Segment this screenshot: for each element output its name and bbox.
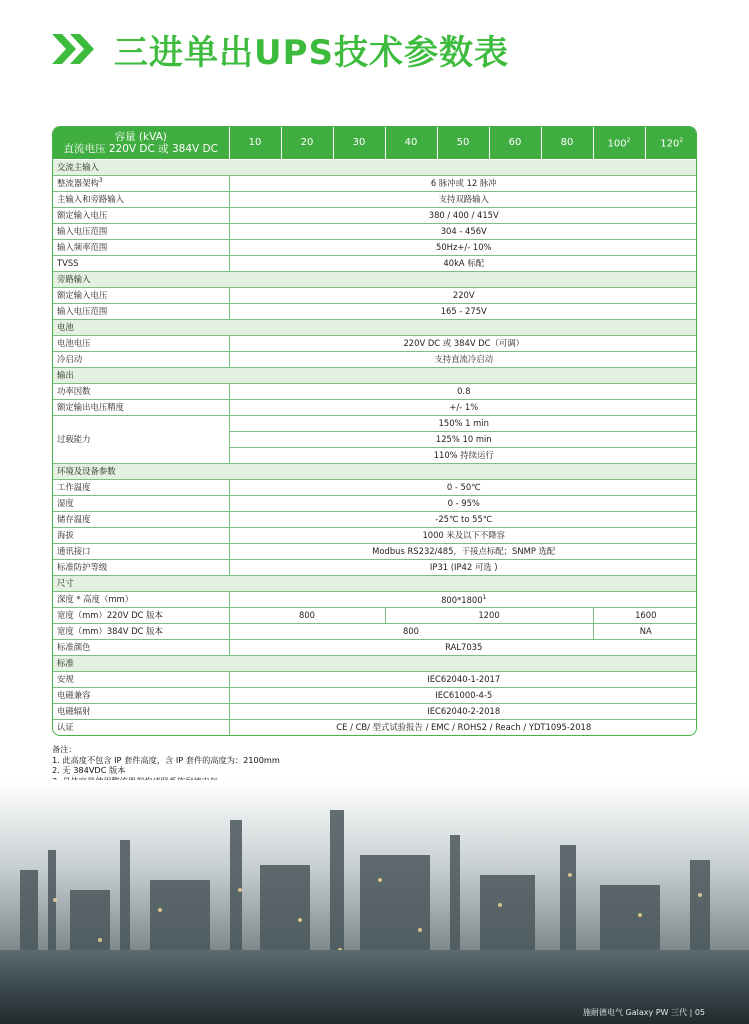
row-label: 储存温度 [53,511,229,527]
table-row [53,287,697,303]
table-row [53,303,697,319]
row-value: IEC61000-4-5 [229,687,697,703]
capacity-header-20: 20 [281,127,333,159]
capacity-header-60: 60 [489,127,541,159]
row-label: 整流器架构$^3$ [53,175,229,191]
row-value: 800 [229,623,593,639]
table-row [53,255,697,271]
footer-divider: | [689,1008,695,1017]
row-value: +/- 1% [229,399,697,415]
section-title: 尺寸 [53,575,697,591]
footer [583,1007,705,1018]
row-value: 1200 [385,607,593,623]
row-value: 800 [229,607,385,623]
table-row [53,335,697,351]
table-row [53,511,697,527]
table-row [53,351,697,367]
table-row [53,543,697,559]
row-value: NA [593,623,697,639]
table-body [53,159,697,735]
row-value: 304 - 456V [229,223,697,239]
row-value: IP31 (IP42 可选 ) [229,559,697,575]
row-label: 标准颜色 [53,639,229,655]
table-row [53,639,697,655]
capacity-header-100: $100^2$ [593,127,645,159]
row-label: 标准防护等级 [53,559,229,575]
row-label: 电池电压 [53,335,229,351]
dc-voltage-label: 直流电压 220V DC 或 384V DC [63,142,218,155]
row-value: 1000 米及以下不降容 [229,527,697,543]
row-value: 150% 1 min [229,415,697,431]
row-value: 380 / 400 / 415V [229,207,697,223]
row-label: TVSS [53,255,229,271]
capacity-header-40: 40 [385,127,437,159]
row-label: 输入电压范围 [53,303,229,319]
row-value: Modbus RS232/485，干接点标配；SNMP 选配 [229,543,697,559]
table-row [53,607,697,623]
row-label: 湿度 [53,495,229,511]
row-value: 220V DC 或 384V DC（可调） [229,335,697,351]
row-value: CE / CB/ 型式试验报告 / EMC / ROHS2 / Reach / YDT1095-2018 [229,719,697,735]
row-value: 165 - 275V [229,303,697,319]
section-header-row [53,575,697,591]
row-value: 支持双路输入 [229,191,697,207]
double-chevron-icon [52,34,104,64]
page-title: 三进单出UPS技术参数表 [114,32,510,73]
table-row [53,383,697,399]
row-label: 主输入和旁路输入 [53,191,229,207]
row-label: 额定输入电压 [53,207,229,223]
section-title: 电池 [53,319,697,335]
industrial-plant-background-image [0,780,749,1024]
capacity-header-120: $120^2$ [645,127,697,159]
capacity-label: 容量 (kVA) [114,130,167,143]
capacity-header-80: 80 [541,127,593,159]
note-item: 2. 无 384VDC 版本 [52,765,126,775]
spec-table-container [52,126,697,736]
row-label: 额定输入电压 [53,287,229,303]
section-header-row [53,655,697,671]
table-row [53,399,697,415]
row-label: 宽度（mm）220V DC 版本 [53,607,229,623]
row-label: 额定输出电压精度 [53,399,229,415]
section-header-row [53,463,697,479]
row-label: 工作温度 [53,479,229,495]
row-value: -25℃ to 55℃ [229,511,697,527]
table-row [53,479,697,495]
table-row [53,671,697,687]
note-item: 1. 此高度不包含 IP 套件高度，含 IP 套件的高度为：2100mm [52,754,280,765]
row-value: 800*1800$^1$ [229,591,697,607]
table-header-row [53,127,697,159]
section-title: 输出 [53,367,697,383]
row-value: IEC62040-2-2018 [229,703,697,719]
row-label: 功率因数 [53,383,229,399]
row-label: 输入频率范围 [53,239,229,255]
section-title: 环境及设备参数 [53,463,697,479]
table-row [53,559,697,575]
section-title: 旁路输入 [53,271,697,287]
table-row [53,623,697,639]
title-block [52,24,509,74]
page-number: 05 [694,1008,705,1017]
capacity-header-50: 50 [437,127,489,159]
row-label: 深度 * 高度（mm） [53,591,229,607]
table-row [53,239,697,255]
row-label: 电磁辐射 [53,703,229,719]
section-header-row [53,319,697,335]
row-value: 1600 [593,607,697,623]
row-label: 安规 [53,671,229,687]
row-label: 通讯接口 [53,543,229,559]
row-value: IEC62040-1-2017 [229,671,697,687]
section-title: 标准 [53,655,697,671]
row-value: 50Hz+/- 10% [229,239,697,255]
row-label: 过载能力 [53,415,229,463]
section-title: 交流主输入 [53,159,697,175]
section-header-row [53,271,697,287]
table-row [53,175,697,191]
table-row [53,495,697,511]
capacity-header-10: 10 [229,127,281,159]
row-value: 125% 10 min [229,431,697,447]
row-value: 0.8 [229,383,697,399]
table-row [53,591,697,607]
row-label: 宽度（mm）384V DC 版本 [53,623,229,639]
footer-text: 施耐德电气 Galaxy PW 三代 [582,1008,688,1017]
spec-table [53,127,697,735]
row-value: 110% 持续运行 [229,447,697,463]
row-value: 40kA 标配 [229,255,697,271]
section-header-row [53,367,697,383]
row-value: 支持直流冷启动 [229,351,697,367]
table-row [53,719,697,735]
table-row [53,415,697,431]
row-label: 认证 [53,719,229,735]
row-label: 海拔 [53,527,229,543]
row-value: 0 - 50℃ [229,479,697,495]
row-label: 电磁兼容 [53,687,229,703]
section-header-row [53,159,697,175]
table-row [53,527,697,543]
row-label: 冷启动 [53,351,229,367]
capacity-header-label [53,127,229,159]
capacity-header-30: 30 [333,127,385,159]
row-value: 220V [229,287,697,303]
row-value: RAL7035 [229,639,697,655]
row-label: 输入电压范围 [53,223,229,239]
table-row [53,703,697,719]
table-row [53,207,697,223]
row-value: 0 - 95% [229,495,697,511]
table-row [53,191,697,207]
table-row [53,223,697,239]
table-row [53,687,697,703]
row-value: 6 脉冲或 12 脉冲 [229,175,697,191]
notes-heading: 备注： [52,744,77,754]
